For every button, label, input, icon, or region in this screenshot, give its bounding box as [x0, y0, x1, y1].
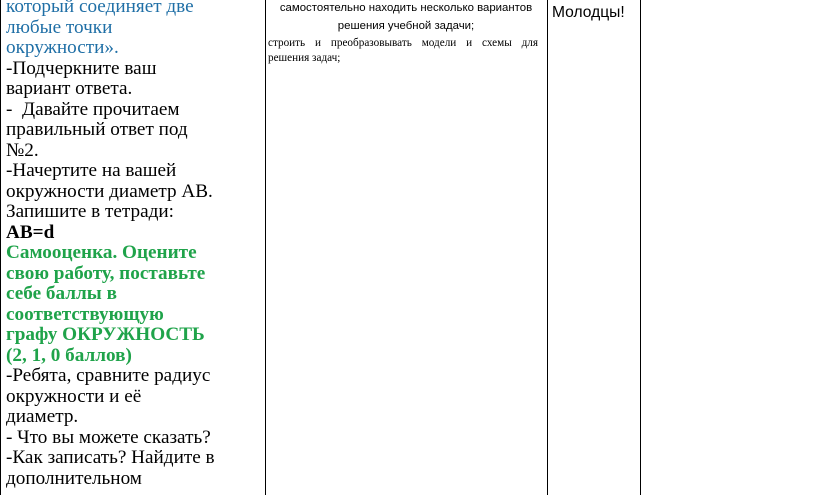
text-line: окружности и её: [6, 385, 142, 407]
text-line: окружности».: [6, 37, 119, 58]
text-line: Запишите в тетради:: [6, 201, 175, 222]
text-line: -Как записать? Найдите в: [6, 447, 215, 468]
self-assessment-line: свою работу, поставьте: [6, 262, 206, 284]
text-line: №2.: [6, 139, 39, 161]
text-line: диаметр.: [6, 406, 79, 427]
self-assessment-line: графу ОКРУЖНОСТЬ: [6, 324, 205, 345]
text-line: -Ребята, сравните радиус: [6, 365, 211, 386]
self-assessment-line: себе баллы в: [6, 283, 117, 304]
feedback-column: [552, 0, 638, 495]
table-border-left: [0, 0, 1, 495]
text-line: дополнительном: [6, 467, 142, 489]
text-line: вариант ответа.: [6, 78, 133, 99]
skill-line: решения задач;: [268, 52, 341, 64]
text-line: правильный ответ под: [6, 119, 188, 140]
formula: АВ=d: [6, 221, 55, 243]
text-line: -Подчеркните ваш: [6, 57, 157, 79]
column-divider-2: [547, 0, 548, 495]
self-assessment-line: Самооценка. Оцените: [6, 242, 197, 263]
text-line: - Что вы можете сказать?: [6, 426, 211, 448]
text-line: любые точки: [6, 16, 113, 38]
column-divider-1: [265, 0, 266, 495]
skill-line: решения учебной задачи;: [337, 20, 475, 32]
skill-line: строить и преобразовывать модели и схемы для: [268, 37, 538, 49]
column-divider-3: [640, 0, 641, 495]
text-line: окружности диаметр АВ.: [6, 180, 213, 202]
skill-line: самостоятельно находить несколько вариантов: [279, 2, 533, 14]
feedback-text: Молодцы!: [552, 4, 625, 21]
self-assessment-line: (2, 1, 0 баллов): [6, 344, 132, 366]
skills-column: [268, 0, 544, 495]
activity-column: [6, 0, 262, 495]
text-line: который соединяет две: [6, 0, 194, 17]
self-assessment-line: соответствующую: [6, 303, 164, 325]
text-line: - Давайте прочитаем: [6, 98, 180, 120]
text-line: -Начертите на вашей: [6, 160, 177, 181]
